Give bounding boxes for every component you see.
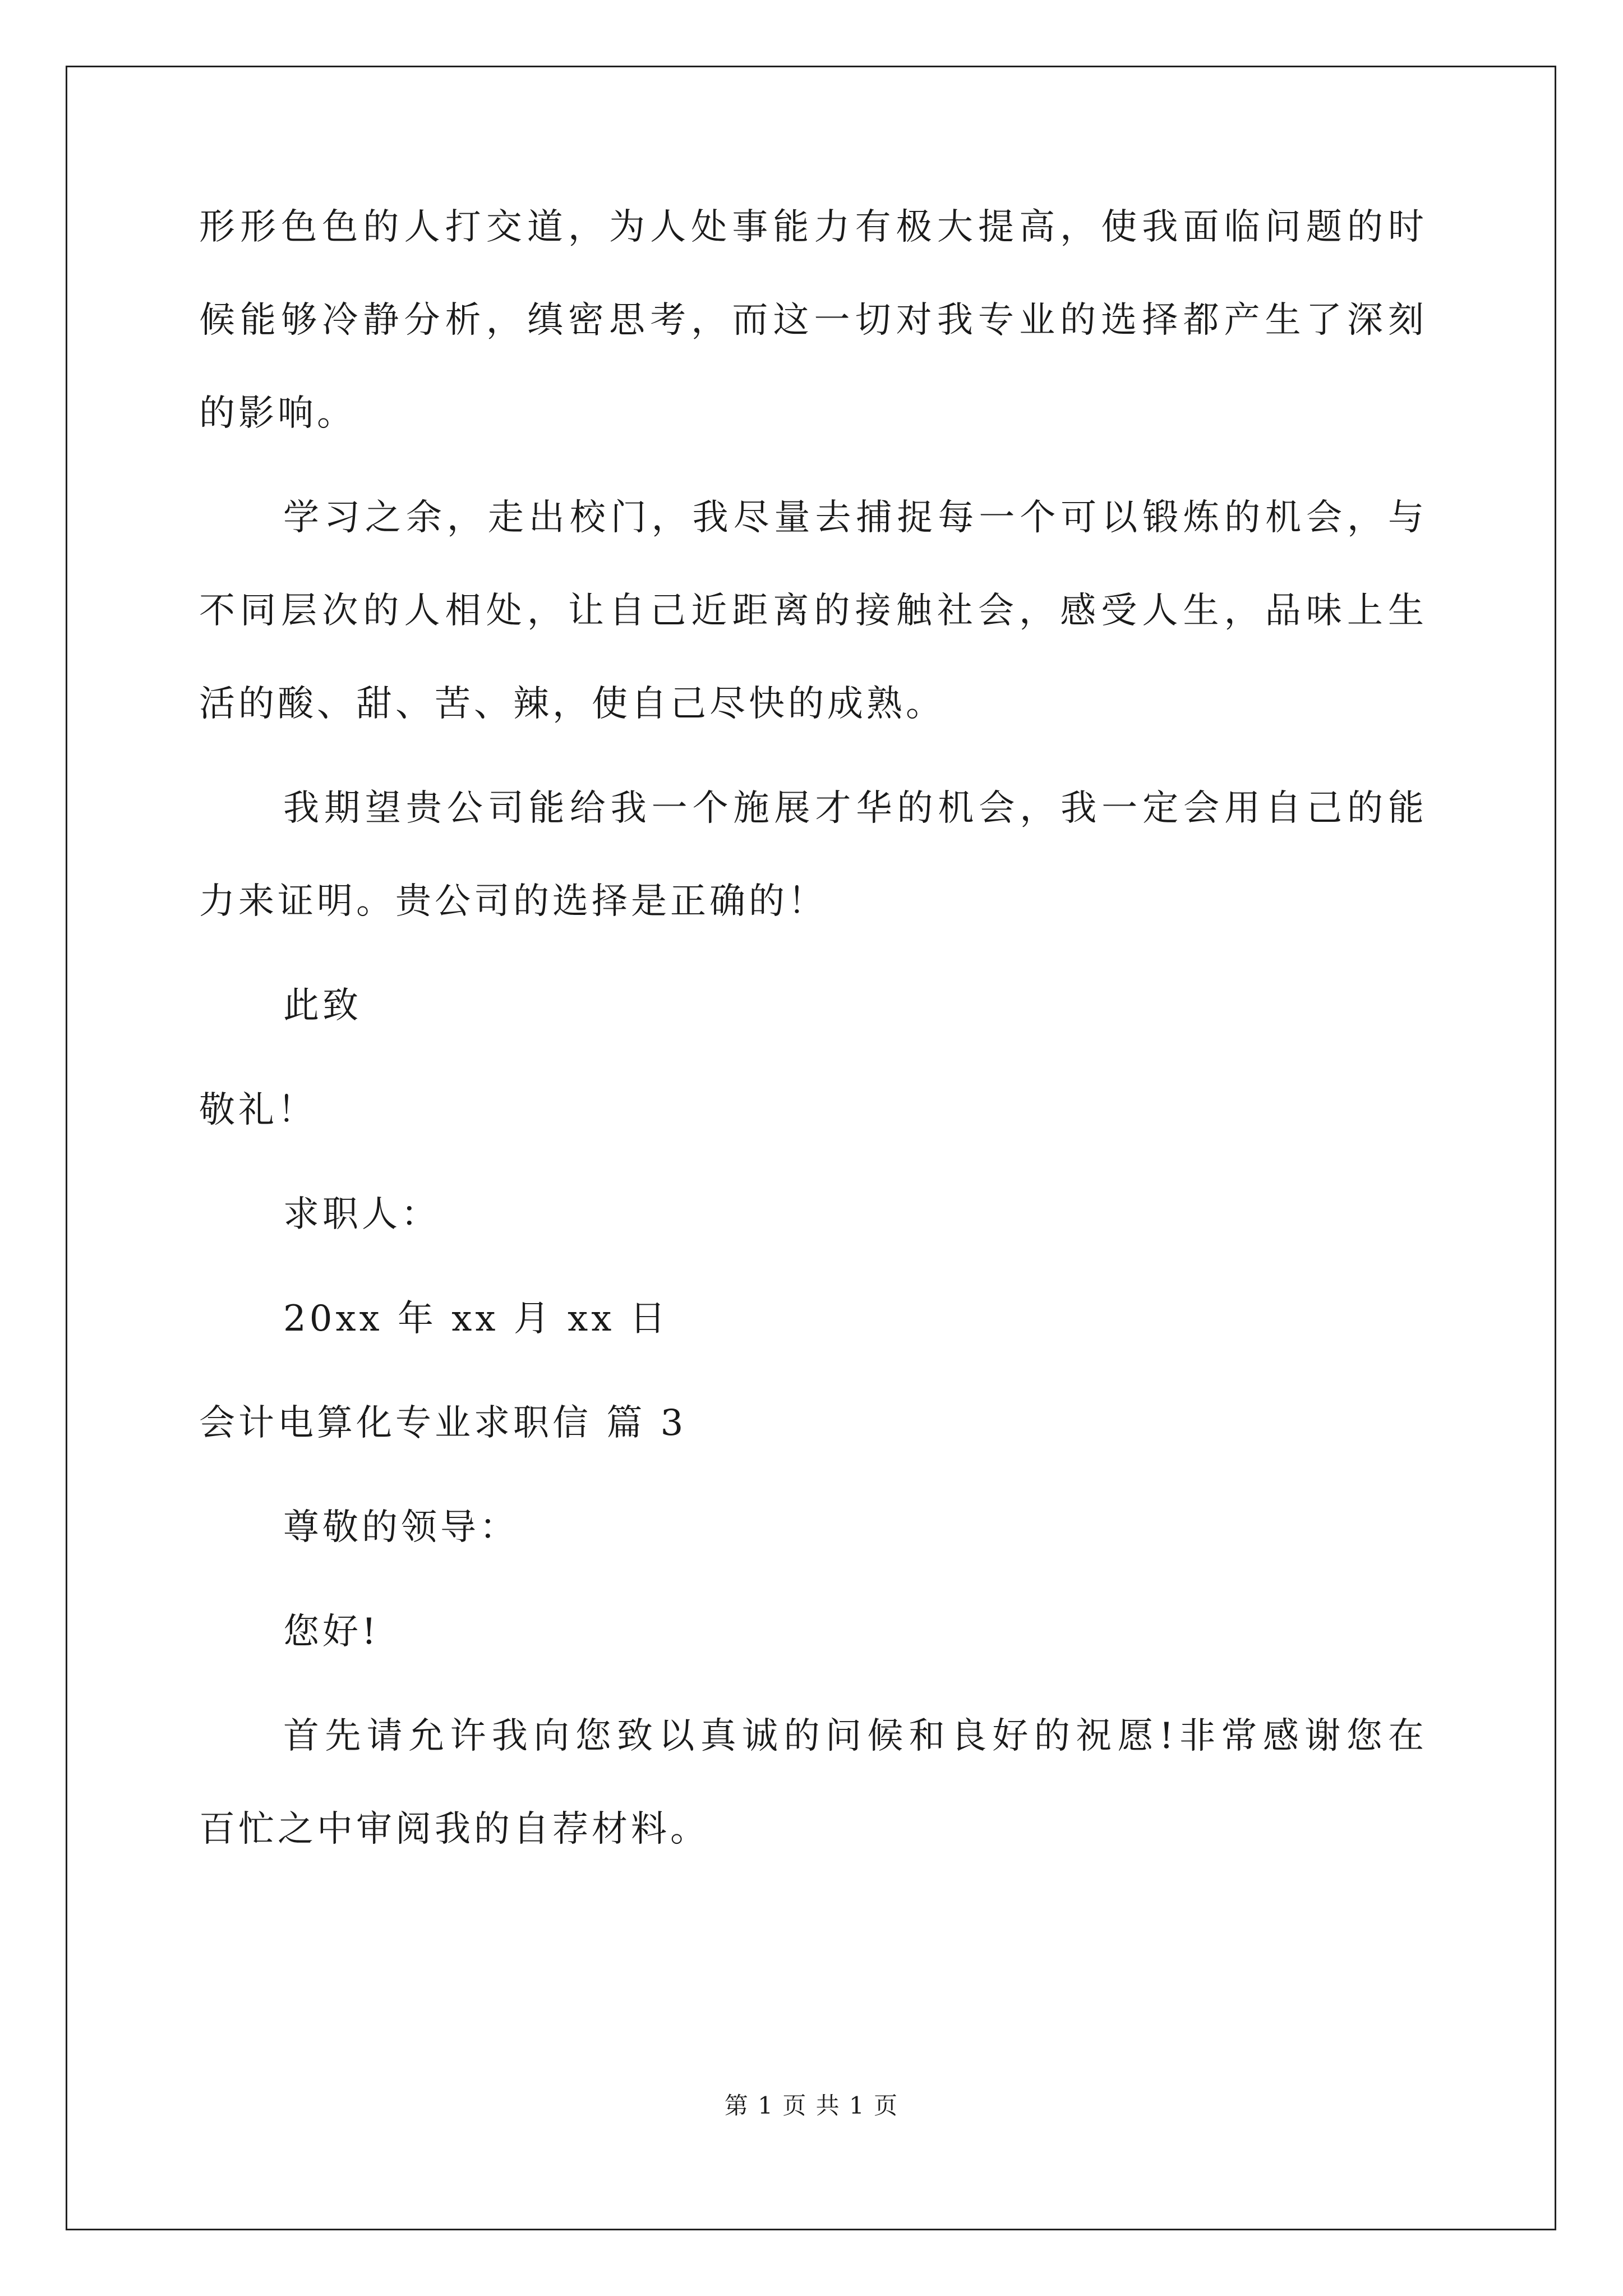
salutation: 尊敬的领导： xyxy=(283,1507,519,1548)
applicant-label: 求职人： xyxy=(283,1194,440,1235)
paragraph-2-line-1: 学习之余，走出校门，我尽量去捕捉每一个可以锻炼的机会，与 xyxy=(283,497,1427,539)
closing-jingli: 敬礼！ xyxy=(199,1089,317,1131)
paragraph-1-line-2: 候能够冷静分析，缜密思考，而这一切对我专业的选择都产生了深刻 xyxy=(199,300,1427,341)
closing-cizhi: 此致 xyxy=(283,985,362,1027)
paragraph-2-line-3: 活的酸、甜、苦、辣，使自己尽快的成熟。 xyxy=(199,683,945,725)
paragraph-3-line-2: 力来证明。贵公司的选择是正确的！ xyxy=(199,881,827,922)
greeting-hello: 您好! xyxy=(283,1611,380,1653)
paragraph-1-line-1: 形形色色的人打交道，为人处事能力有极大提高，使我面临问题的时 xyxy=(199,206,1427,248)
paragraph-2-line-2: 不同层次的人相处，让自己近距离的接触社会，感受人生，品味上生 xyxy=(199,590,1427,632)
paragraph-1-line-3: 的影响。 xyxy=(199,393,356,434)
paragraph-4-line-2: 百忙之中审阅我的自荐材料。 xyxy=(199,1809,709,1850)
page-footer: 第 1 页 共 1 页 xyxy=(724,2092,899,2119)
paragraph-4-line-1: 首先请允许我向您致以真诚的问候和良好的祝愿!非常感谢您在 xyxy=(283,1715,1427,1757)
letter-date: 20xx 年 xx 月 xx 日 xyxy=(283,1298,669,1340)
document-body xyxy=(199,206,1427,1850)
section-title: 会计电算化专业求职信 篇 3 xyxy=(199,1402,687,1444)
paragraph-3-line-1: 我期望贵公司能给我一个施展才华的机会，我一定会用自己的能 xyxy=(283,788,1427,829)
